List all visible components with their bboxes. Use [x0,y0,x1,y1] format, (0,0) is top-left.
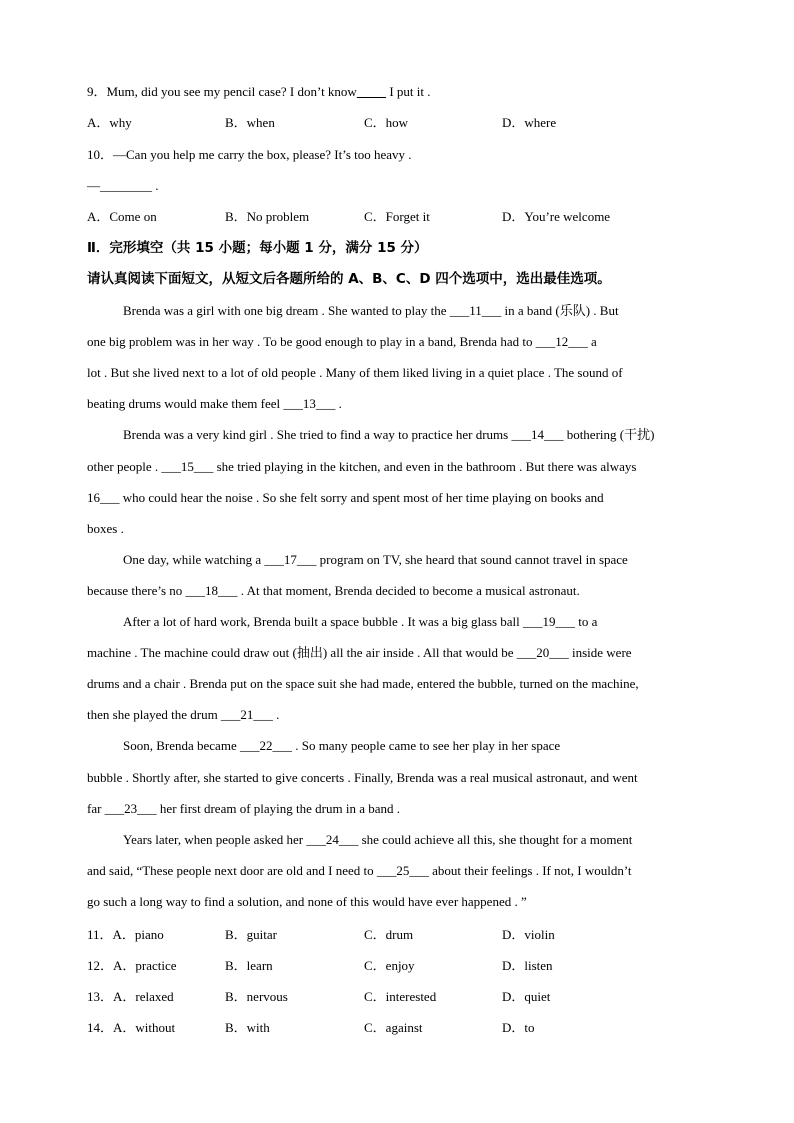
option-c[interactable]: C．against [364,1020,423,1035]
option-c[interactable]: C．drum [364,927,414,942]
passage-line: other people . ___15___ she tried playing in the kitchen, and even in the bathroom . But there was always [87,459,637,474]
question-9-options [87,115,707,131]
passage-line: Brenda was a girl with one big dream . She wanted to play the ___11___ in a band (乐队) . But [123,303,619,318]
passage-line: beating drums would make them feel ___13___ . [87,396,342,411]
passage-line: lot . But she lived next to a lot of old people . Many of them liked living in a quiet place . The sound of [87,365,623,380]
option-a[interactable]: 11．A．piano [87,927,164,942]
option-b[interactable]: B．with [225,1020,270,1035]
passage-line: machine . The machine could draw out (抽出) all the air inside . All that would be ___20___ inside were [87,645,632,660]
section-title: Ⅱ．完形填空（共 15 小题；每小题 1 分，满分 15 分） [87,240,428,256]
question-10-stem: 10．—Can you help me carry the box, please? It’s too heavy . [87,147,412,162]
option-d[interactable]: D．where [502,115,557,130]
answer-row [87,989,707,1005]
passage-line: far ___23___ her first dream of playing the drum in a band . [87,801,400,816]
answer-row [87,1020,707,1036]
option-c[interactable]: C．enjoy [364,958,415,973]
option-c[interactable]: C．Forget it [364,209,430,224]
passage-line: Years later, when people asked her ___24___ she could achieve all this, she thought for a moment [123,832,633,847]
passage-line: Brenda was a very kind girl . She tried to find a way to practice her drums ___14___ bothering (干扰) [123,427,655,442]
passage-line: One day, while watching a ___17___ program on TV, she heard that sound cannot travel in space [123,552,628,567]
question-10-answer-line: —________ . [87,178,159,193]
option-b[interactable]: B．when [225,115,275,130]
answer-row [87,958,707,974]
option-d[interactable]: D．You’re welcome [502,209,611,224]
passage-line: and said, “These people next door are old and I need to ___25___ about their feelings . If not, I wouldn’t [87,863,632,878]
passage-line: bubble . Shortly after, she started to give concerts . Finally, Brenda was a real musical astronaut, and went [87,770,638,785]
option-c[interactable]: C．interested [364,989,437,1004]
option-a[interactable]: 14．A．without [87,1020,176,1035]
passage-line: go such a long way to find a solution, and none of this would have ever happened . ” [87,894,527,909]
option-b[interactable]: B．No problem [225,209,310,224]
option-b[interactable]: B．guitar [225,927,277,942]
answer-row [87,927,707,943]
option-d[interactable]: D．quiet [502,989,551,1004]
question-9-stem: 9．Mum, did you see my pencil case? I don’t know I put it . [87,84,431,99]
option-d[interactable]: D．to [502,1020,535,1035]
passage-line: After a lot of hard work, Brenda built a space bubble . It was a big glass ball ___19___ to a [123,614,598,629]
passage-line: then she played the drum ___21___ . [87,707,280,722]
option-a[interactable]: 13．A．relaxed [87,989,174,1004]
option-d[interactable]: D．listen [502,958,553,973]
passage-line: Soon, Brenda became ___22___ . So many people came to see her play in her space [123,738,561,753]
question-10-options [87,209,707,225]
passage-line: boxes . [87,521,124,536]
option-a[interactable]: 12．A．practice [87,958,177,973]
passage-line: 16___ who could hear the noise . So she felt sorry and spent most of her time playing on books and [87,490,604,505]
passage-line: one big problem was in her way . To be good enough to play in a band, Brenda had to ___12___ a [87,334,597,349]
option-b[interactable]: B．learn [225,958,273,973]
option-b[interactable]: B．nervous [225,989,288,1004]
question-9-blank [357,84,386,99]
passage-line: drums and a chair . Brenda put on the space suit she had made, entered the bubble, turned on the machine, [87,676,639,691]
passage-line: because there’s no ___18___ . At that moment, Brenda decided to become a musical astronaut. [87,583,580,598]
section-instruction: 请认真阅读下面短文，从短文后各题所给的 A、B、C、D 四个选项中，选出最佳选项。 [87,271,611,287]
option-d[interactable]: D．violin [502,927,555,942]
option-c[interactable]: C．how [364,115,409,130]
option-a[interactable]: A．why [87,115,132,130]
option-a[interactable]: A．Come on [87,209,157,224]
